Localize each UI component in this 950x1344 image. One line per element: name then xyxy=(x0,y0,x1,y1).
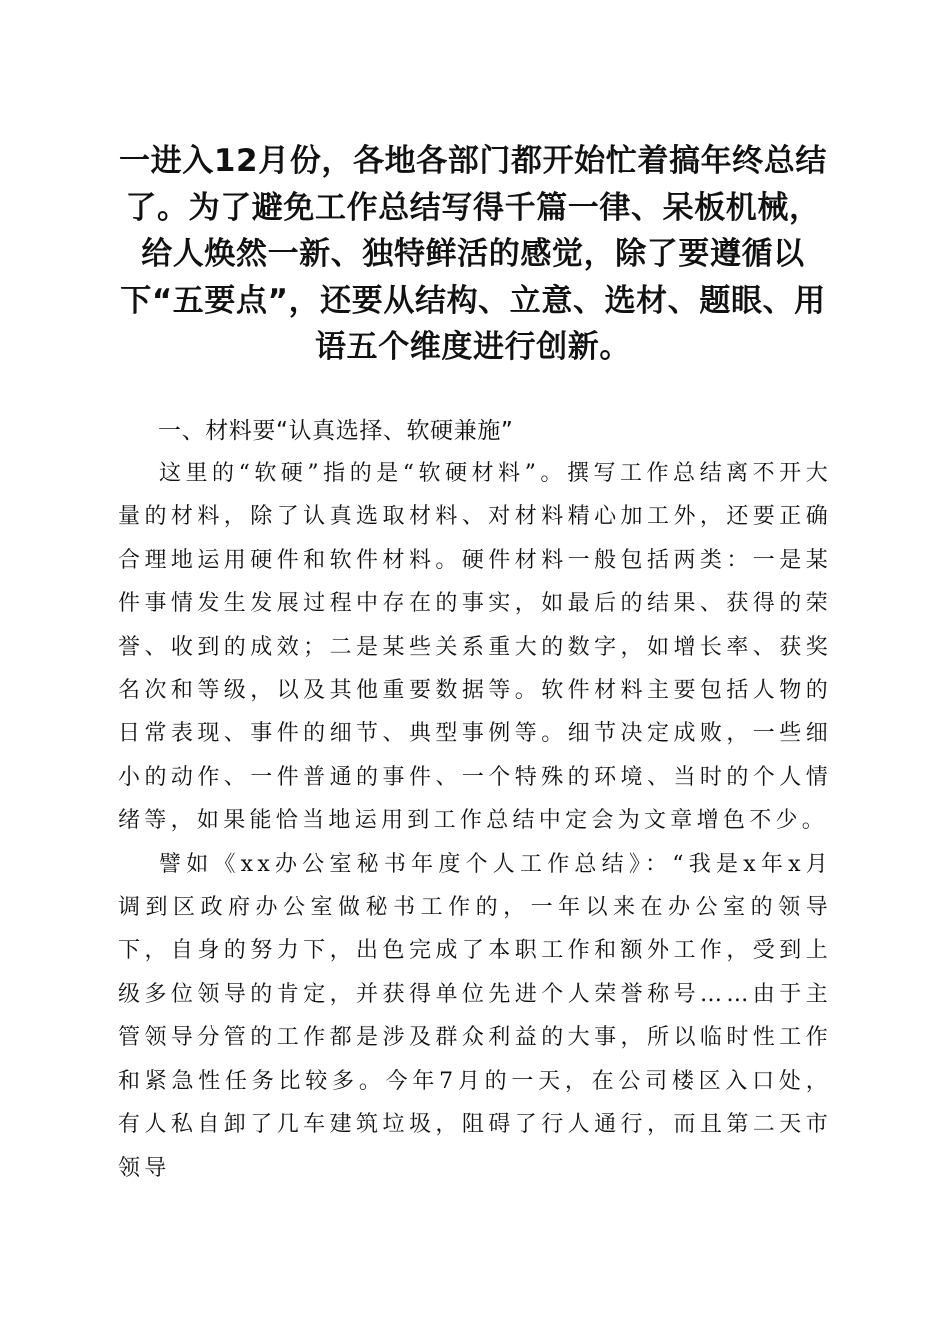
section-heading: 一、材料要“认真选择、软硬兼施” xyxy=(158,418,514,444)
body-paragraph: 譬如《xx办公室秘书年度个人工作总结》：“我是x年x月调到区政府办公室做秘书工作的，一年以来在办公室的领导下，自身的努力下，出色完成了本职工作和额外工作，受到上级多位领导的肯定，并获得单位先进个人荣誉称号……由于主管领导分管的工作都是涉及群众利益的大事，所以临时性工作和紧急性任务比较多。今年7月的一天，在公司楼区入口处，有人私自卸了几车建筑垃圾，阻碍了行人通行，而且第二天市领导 xyxy=(118,851,832,1181)
section-body xyxy=(118,452,832,1190)
body-paragraph: 这里的“软硬”指的是“软硬材料”。撰写工作总结离不开大量的材料，除了认真选取材料、对材料精心加工外，还要正确合理地运用硬件和软件材料。硬件材料一般包括两类：一是某件事情发生发展过程中存在的事实，如最后的结果、获得的荣誉、收到的成效；二是某些关系重大的数字，如增长率、获奖名次和等级，以及其他重要数据等。软件材料主要包括人物的日常表现、事件的细节、典型事例等。细节决定成败，一些细小的动作、一件普通的事件、一个特殊的环境、当时的个人情绪等，如果能恰当地运用到工作总结中定会为文章增色不少。 xyxy=(118,461,832,834)
intro-paragraph: 一进入12月份，各地各部门都开始忙着搞年终总结了。为了避免工作总结写得千篇一律、呆板机械，给人焕然一新、独特鲜活的感觉，除了要遵循以下“五要点”，还要从结构、立意、选材、题眼、用语五个维度进行创新。 xyxy=(119,143,827,365)
